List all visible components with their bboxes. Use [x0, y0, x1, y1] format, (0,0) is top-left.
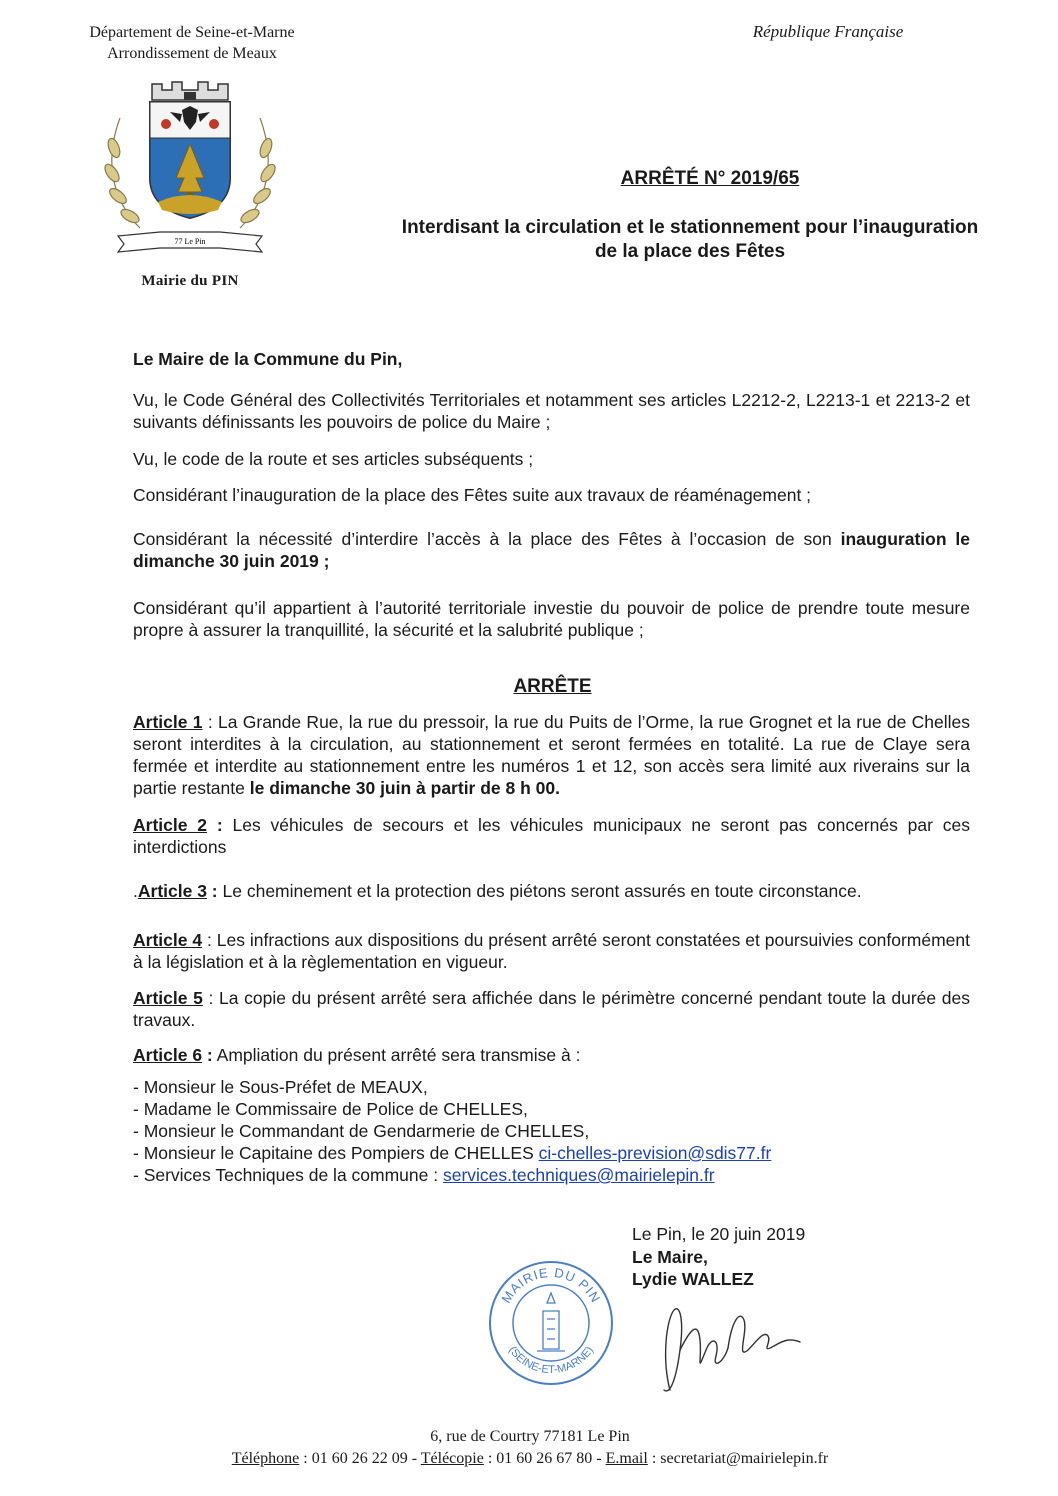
list-item: - Monsieur le Commandant de Gendarmerie de CHELLES, — [133, 1121, 590, 1141]
signatory — [632, 1246, 754, 1290]
article-2-text: Les véhicules de secours et les véhicules municipaux ne seront pas concernés par ces interdictions — [133, 815, 970, 857]
article-3-label: Article 3 — [137, 881, 207, 901]
arrondissement-name: Arrondissement de Meaux — [107, 45, 277, 62]
email-label: E.mail — [605, 1450, 648, 1467]
article-2 — [133, 814, 970, 858]
vu-code-collectivites: Vu, le Code Général des Collectivités Territoriales et notamment ses articles L2212-2, L2213-1 et 2213-2 et suivants définissants les pouvoirs de police du Maire ; — [133, 390, 970, 432]
considerant-necessite — [133, 528, 970, 572]
signature-date: Le Pin, le 20 juin 2019 — [632, 1224, 806, 1244]
header-department — [50, 22, 334, 64]
article-1-label: Article 1 — [133, 712, 203, 732]
list-item — [133, 1142, 771, 1164]
list-item — [133, 1164, 771, 1186]
maire-heading: Le Maire de la Commune du Pin, — [133, 349, 403, 369]
department-name: Département de Seine-et-Marne — [89, 24, 295, 41]
phone-number: : 01 60 26 22 09 - — [299, 1450, 421, 1467]
article-2-label: Article 2 — [133, 815, 208, 835]
article-3-text: Le cheminement et la protection des piétons seront assurés en toute circonstance. — [217, 881, 862, 901]
article-6-label: Article 6 — [133, 1045, 203, 1065]
subtitle-line-2: de la place des Fêtes — [594, 241, 786, 262]
inauguration-date: inauguration le dimanche 30 juin 2019 ; — [133, 529, 970, 571]
fax-number: : 01 60 26 67 80 - — [483, 1450, 606, 1467]
article-2-colon: : — [207, 815, 223, 835]
mairie-label: Mairie du PIN — [141, 273, 239, 289]
footer-email[interactable]: : secretariat@mairielepin.fr — [647, 1450, 829, 1467]
stamp-bottom-text: (SEINE-ET-MARNE) — [506, 1344, 596, 1377]
article-4-label: Article 4 — [133, 930, 203, 950]
article-5-text: : La copie du présent arrêté sera affichée dans le périmètre concerné pendant toute la durée des travaux. — [133, 988, 970, 1030]
services-email-link[interactable]: services.techniques@mairielepin.fr — [442, 1165, 715, 1185]
stamp-top-text: MAIRIE DU PIN — [498, 1264, 604, 1306]
mairie-stamp — [487, 1259, 615, 1387]
article-4 — [133, 929, 970, 973]
article-5 — [133, 987, 970, 1031]
decree-subtitle — [340, 216, 1040, 264]
article-5-label: Article 5 — [133, 988, 203, 1008]
article-3-colon: : — [206, 881, 218, 901]
article-3-prefix: . — [133, 881, 138, 901]
article-1-text: : La Grande Rue, la rue du pressoir, la rue du Puits de l’Orme, la rue Grognet et la rue de Chelles seront interdites à la circulation, au stationnement et seront fermées en totalité. La rue de Claye sera fermée et interdite au stationnement entre les numéros 1 et 12, son accès sera limité aux riverains sur la partie restante — [133, 712, 971, 798]
list-item: - Madame le Commissaire de Police de CHELLES, — [133, 1099, 528, 1119]
considerant-necessite-text: Considérant la nécessité d’interdire l’accès à la place des Fêtes à l’occasion de son — [133, 529, 841, 549]
considerant-autorite: Considérant qu’il appartient à l’autorité territoriale investie du pouvoir de police de prendre toute mesure propre à assurer la tranquillité, la sécurité et la salubrité publique ; — [133, 598, 970, 640]
footer-contacts — [150, 1448, 910, 1470]
signatory-name: Lydie WALLEZ — [632, 1269, 754, 1289]
considerant-inauguration: Considérant l’inauguration de la place des Fêtes suite aux travaux de réaménagement ; — [133, 485, 812, 505]
article-6 — [133, 1044, 970, 1066]
article-1 — [133, 711, 970, 799]
vu-code-route: Vu, le code de la route et ses articles subséquents ; — [133, 449, 534, 469]
decree-number: ARRÊTÉ N° 2019/65 — [620, 168, 800, 189]
recipients-list — [133, 1076, 771, 1186]
article-6-text: Ampliation du présent arrêté sera transmise à : — [212, 1045, 581, 1065]
footer — [150, 1426, 910, 1470]
republique-francaise: République Française — [752, 22, 904, 41]
crest-banner-text: 77 Le Pin — [174, 237, 206, 246]
pompiers-email-link[interactable]: ci-chelles-prevision@sdis77.fr — [538, 1143, 772, 1163]
article-4-text: : Les infractions aux dispositions du présent arrêté seront constatées et poursuivies conformément à la législation et à la règlementation en vigueur. — [133, 930, 970, 972]
fax-label: Télécopie — [420, 1450, 484, 1467]
arrete-heading: ARRÊTE — [513, 676, 592, 697]
signatory-role: Le Maire, — [632, 1247, 708, 1267]
town-crest-logo — [100, 78, 280, 263]
handwritten-signature — [640, 1290, 810, 1400]
article-3 — [133, 880, 970, 902]
subtitle-line-1: Interdisant la circulation et le stationnement pour l’inauguration — [401, 217, 979, 238]
footer-address: 6, rue de Courtry 77181 Le Pin — [430, 1428, 630, 1445]
recipient-services: - Services Techniques de la commune : — [133, 1165, 443, 1185]
list-item: - Monsieur le Sous-Préfet de MEAUX, — [133, 1077, 428, 1097]
article-6-colon: : — [202, 1045, 213, 1065]
recipient-pompiers: - Monsieur le Capitaine des Pompiers de CHELLES — [133, 1143, 539, 1163]
phone-label: Téléphone — [231, 1450, 300, 1467]
article-1-date: le dimanche 30 juin à partir de 8 h 00. — [249, 778, 560, 798]
